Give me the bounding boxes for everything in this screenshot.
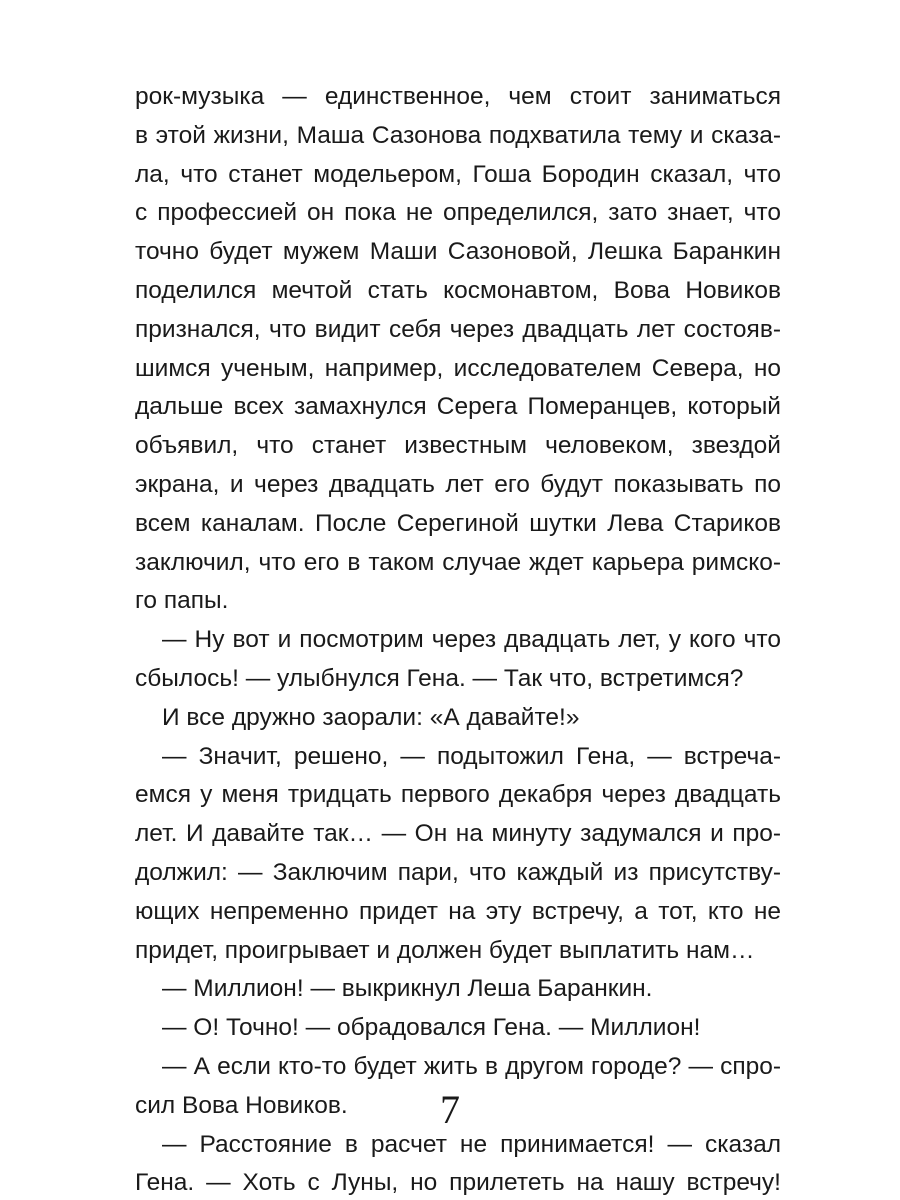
text-line: И все дружно заорали: «А давайте!»	[162, 703, 580, 731]
text-line: заключил, что его в таком случае ждет карьера римско-	[135, 548, 781, 576]
text-line: шимся ученым, например, исследователем Севера, но	[135, 354, 781, 382]
text-line: точно будет мужем Маши Сазоновой, Лешка Баранкин	[135, 238, 781, 266]
text-line: — А если кто-то будет жить в другом городе? — спро-	[162, 1052, 781, 1080]
text-line: признался, что видит себя через двадцать лет состояв-	[135, 315, 781, 343]
text-line: го папы.	[135, 587, 229, 615]
text-line: с профессией он пока не определился, зато знает, что	[135, 199, 781, 227]
text-line: всем каналам. После Серегиной шутки Лева Стариков	[135, 509, 781, 537]
text-line: поделился мечтой стать космонавтом, Вова Новиков	[135, 276, 781, 304]
text-line: сбылось! — улыбнулся Гена. — Так что, встретимся?	[135, 664, 744, 692]
text-line: ющих непременно придет на эту встречу, а тот, кто не	[135, 897, 781, 925]
text-line: экрана, и через двадцать лет его будут показывать по	[135, 470, 781, 498]
body-text	[135, 78, 781, 1200]
text-line: — Миллион! — выкрикнул Леша Баранкин.	[162, 975, 653, 1003]
text-line: в этой жизни, Маша Сазонова подхватила тему и сказа-	[135, 121, 781, 149]
text-line: объявил, что станет известным человеком, звездой	[135, 432, 781, 460]
text-line: должил: — Заключим пари, что каждый из присутству-	[135, 858, 781, 886]
text-line: дальше всех замахнулся Серега Померанцев, который	[135, 393, 781, 421]
text-line: — О! Точно! — обрадовался Гена. — Миллион!	[162, 1014, 701, 1042]
text-line: Гена. — Хоть с Луны, но прилететь на нашу встречу!	[135, 1169, 781, 1197]
text-line: емся у меня тридцать первого декабря через двадцать	[135, 781, 781, 809]
text-line: — Расстояние в расчет не принимается! — сказал	[162, 1130, 781, 1158]
text-line: рок-музыка — единственное, чем стоит заниматься	[135, 83, 781, 110]
text-line: сил Вова Новиков.	[135, 1091, 348, 1119]
text-line: ла, что станет модельером, Гоша Бородин сказал, что	[135, 160, 781, 188]
text-line: придет, проигрывает и должен будет выплатить нам…	[135, 936, 755, 964]
text-line: — Ну вот и посмотрим через двадцать лет, у кого что	[162, 626, 781, 654]
text-line: — Значит, решено, — подытожил Гена, — встреча-	[162, 742, 781, 770]
page-number: 7	[440, 1087, 460, 1132]
text-line: лет. И давайте так… — Он на минуту задумался и про-	[135, 820, 781, 848]
